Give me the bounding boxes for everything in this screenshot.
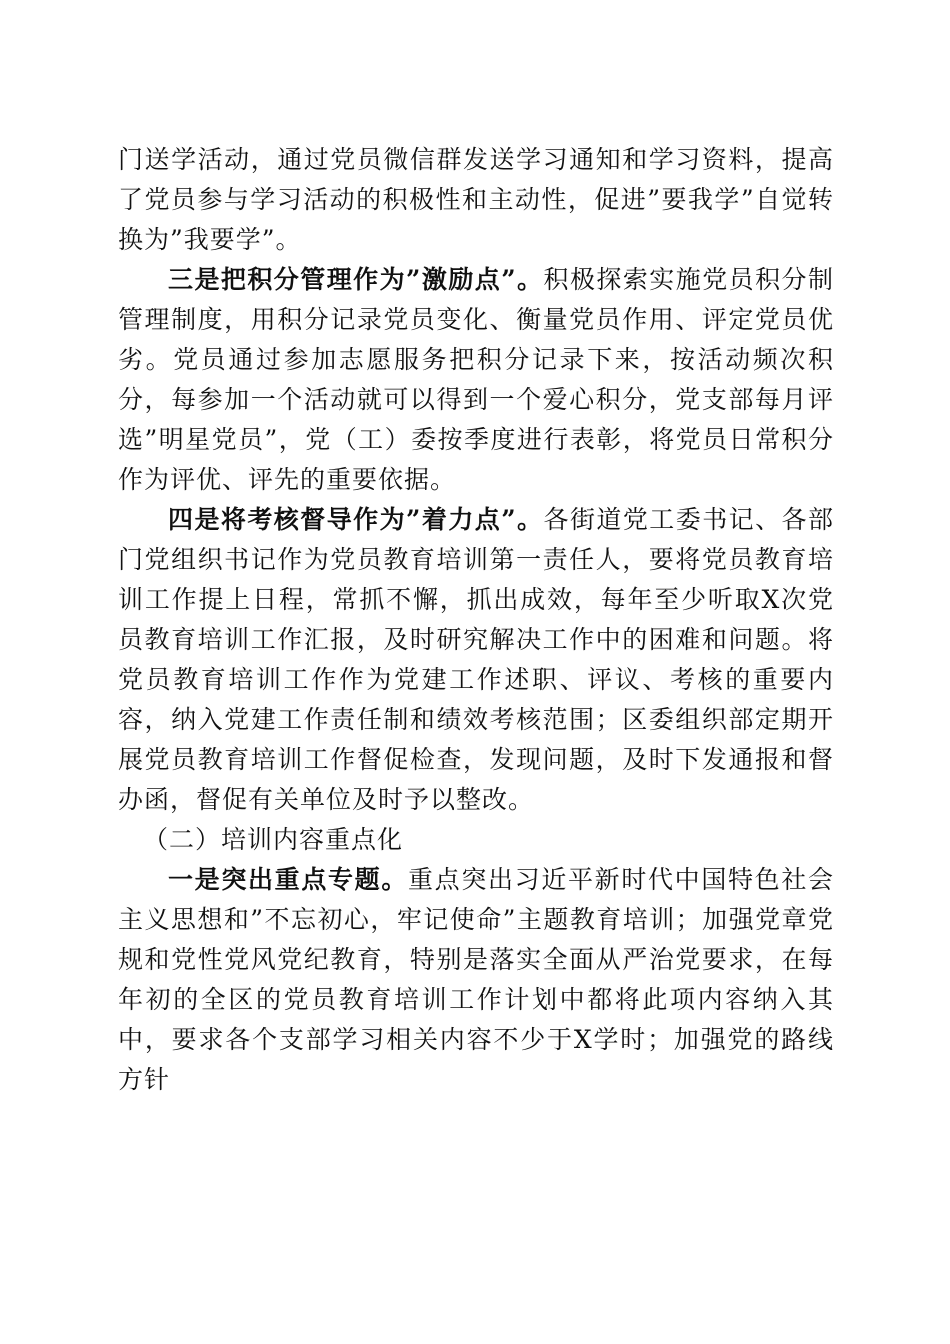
paragraph-lead: 四是将考核督导作为”着力点”。: [168, 505, 544, 534]
section-subheading: （二）培训内容重点化: [143, 825, 404, 854]
paragraph-incentive-point: [118, 260, 834, 500]
paragraph-text: 重点突出习近平新时代中国特色社会主义思想和”不忘初心，牢记使命”主题教育培训；加强党章党规和党性党风党纪教育，特别是落实全面从严治党要求，在每年初的全区的党员教育培训工作计划中都将此项内容纳入其中，要求各个支部学习相关内容不少于X学时；加强党的路线方针: [118, 865, 834, 1094]
paragraph-key-topics: [118, 860, 834, 1100]
paragraph-lead: 一是突出重点专题。: [168, 865, 408, 894]
paragraph-focus-point: [118, 500, 834, 820]
paragraph-continued: [118, 140, 834, 260]
paragraph-text: 各街道党工委书记、各部门党组织书记作为党员教育培训第一责任人，要将党员教育培训工作提上日程，常抓不懈，抓出成效，每年至少听取X次党员教育培训工作汇报，及时研究解决工作中的困难和问题。将党员教育培训工作作为党建工作述职、评议、考核的重要内容，纳入党建工作责任制和绩效考核范围；区委组织部定期开展党员教育培训工作督促检查，发现问题，及时下发通报和督办函，督促有关单位及时予以整改。: [118, 505, 834, 814]
document-page: [118, 140, 834, 1100]
paragraph-text: 积极探索实施党员积分制管理制度，用积分记录党员变化、衡量党员作用、评定党员优劣。党员通过参加志愿服务把积分记录下来，按活动频次积分，每参加一个活动就可以得到一个爱心积分，党支部每月评选”明星党员”，党（工）委按季度进行表彰，将党员日常积分作为评优、评先的重要依据。: [118, 265, 834, 494]
paragraph-lead: 三是把积分管理作为”激励点”。: [168, 265, 544, 294]
paragraph-text: 门送学活动，通过党员微信群发送学习通知和学习资料，提高了党员参与学习活动的积极性和主动性，促进”要我学”自觉转换为”我要学”。: [118, 145, 834, 254]
